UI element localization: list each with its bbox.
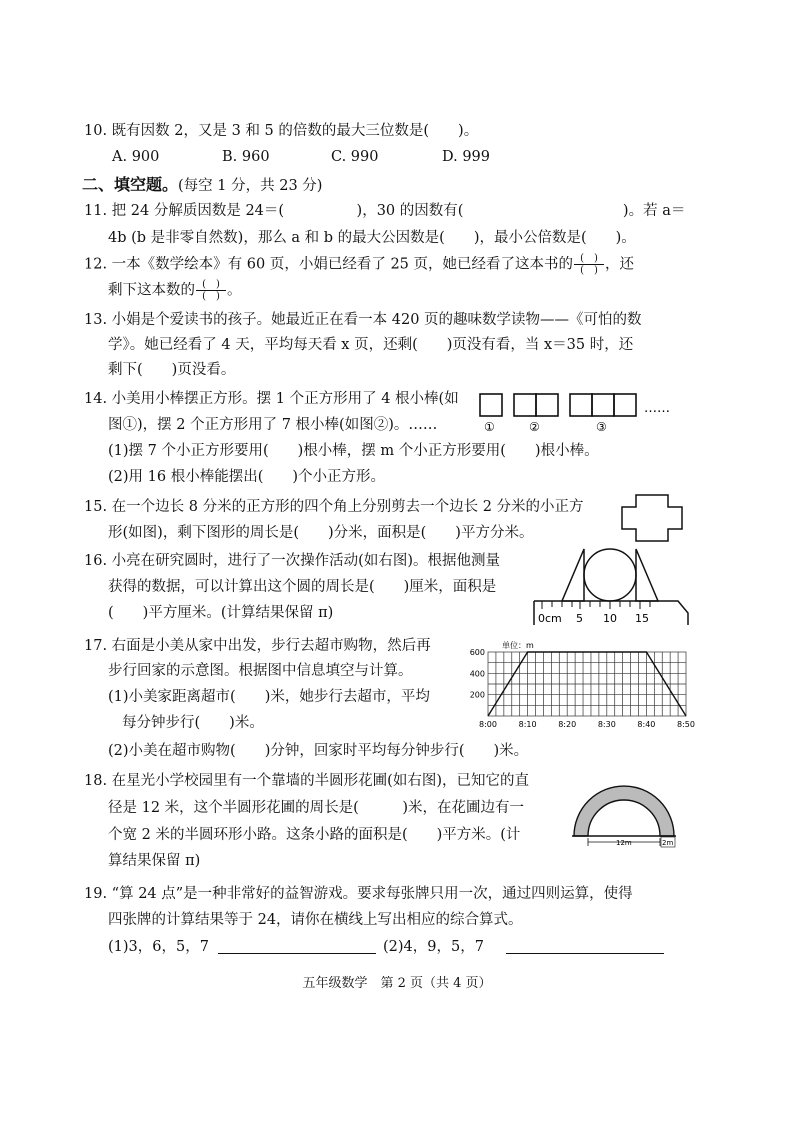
dim-path: 2m <box>662 839 674 847</box>
chart-x-tick: 8:50 <box>677 720 695 729</box>
q16-line3: ( )平方厘米。(计算结果保留 π) <box>108 605 334 621</box>
q10-stem: 10. 既有因数 2，又是 3 和 5 的倍数的最大三位数是( )。 <box>84 123 479 139</box>
q17-distance-chart <box>462 636 695 732</box>
q12-text-d: 。 <box>227 282 242 299</box>
q17-line4: 每分钟步行( )米。 <box>122 715 264 731</box>
chart-title: 单位：m <box>502 641 534 650</box>
q14-line3: (1)摆 7 个小正方形要用( )根小棒，摆 m 个小正方形要用( )根小棒。 <box>108 443 599 459</box>
q19-answer-line-2[interactable] <box>506 953 664 954</box>
chart-y-ticks <box>470 648 485 700</box>
ruler-label-15: 15 <box>635 612 649 625</box>
chart-grid <box>488 652 686 716</box>
q12-fraction-1[interactable] <box>574 254 604 275</box>
q15-cross-figure <box>620 493 684 543</box>
q17-line1: 17. 右面是小美从家中出发，步行去超市购物，然后再 <box>84 638 431 654</box>
q16-line2: 获得的数据，可以计算出这个圆的周长是( )厘米，面积是 <box>108 579 497 595</box>
q17-line3: (1)小美家距离超市( )米，她步行去超市，平均 <box>108 689 430 705</box>
q18-line3: 个宽 2 米的半圆环形小路。这条小路的面积是( )平方米。(计 <box>108 827 521 843</box>
q19-part2: (2)4，9，5，7 <box>383 939 484 955</box>
chart-x-tick: 8:40 <box>637 720 656 729</box>
q16-line1: 16. 小亮在研究圆时，进行了一次操作活动(如右图)。根据他测量 <box>84 553 500 569</box>
q18-semicircle-figure <box>570 776 680 848</box>
q14-line1: 14. 小美用小棒摆正方形。摆 1 个正方形用了 4 根小棒(如 <box>84 391 459 407</box>
q10-option-d[interactable]: D. 999 <box>442 149 491 165</box>
q18-line1: 18. 在星光小学校园里有一个靠墙的半圆形花圃(如右图)，已知它的直 <box>84 773 529 789</box>
q12-line2 <box>108 280 242 301</box>
fig-label-2: ② <box>529 420 540 434</box>
q14-squares-figure <box>474 386 694 436</box>
chart-x-tick: 8:20 <box>558 720 577 729</box>
fig-label-3: ③ <box>596 420 607 434</box>
q15-line1: 15. 在一个边长 8 分米的正方形的四个角上分别剪去一个边长 2 分米的小正方 <box>84 499 584 515</box>
q12-text-b: ，还 <box>605 256 635 273</box>
q11-line2: 4b (b 是非零自然数)，那么 a 和 b 的最大公因数是( )，最小公倍数是( )。 <box>108 230 636 246</box>
chart-y-tick: 400 <box>469 669 485 679</box>
q13-line1: 13. 小娟是个爱读书的孩子。她最近正在看一本 420 页的趣味数学读物——《可怕的数 <box>84 312 642 328</box>
chart-x-tick: 8:30 <box>597 720 616 729</box>
fig-dots: …… <box>644 401 670 416</box>
q17-line2: 步行回家的示意图。根据图中信息填空与计算。 <box>108 663 413 679</box>
q19-answer-line-1[interactable] <box>218 953 376 954</box>
chart-y-tick: 200 <box>469 690 485 700</box>
section-note: (每空 1 分，共 23 分) <box>178 178 323 194</box>
q17-line5: (2)小美在超市购物( )分钟，回家时平均每分钟步行( )米。 <box>108 743 529 759</box>
q18-line2: 径是 12 米，这个半圆形花圃的周长是( )米，在花圃边有一 <box>108 800 524 816</box>
q19-line2: 四张牌的计算结果等于 24，请你在横线上写出相应的综合算式。 <box>108 912 523 928</box>
q12-frac1-num: ( ) <box>580 253 598 264</box>
q14-line4: (2)用 16 根小棒能摆出( )个小正方形。 <box>108 469 386 485</box>
q12-frac2-num: ( ) <box>202 279 220 290</box>
q12-text-a: 12. 一本《数学绘本》有 60 页，小娟已经看了 25 页，她已经看了这本书的 <box>84 256 574 273</box>
q12-text-c: 剩下这本数的 <box>108 282 195 299</box>
chart-x-ticks <box>479 720 695 729</box>
ruler-label-0: 0cm <box>538 612 562 625</box>
q18-line4: 算结果保留 π) <box>108 853 201 869</box>
q11-line1: 11. 把 24 分解质因数是 24＝( )，30 的因数有( )。若 a＝ <box>84 203 686 219</box>
q16-ruler-figure <box>532 545 692 627</box>
section-title: 二、填空题。 <box>82 175 179 194</box>
ruler-label-10: 10 <box>603 612 617 625</box>
q10-option-c[interactable]: C. 990 <box>331 149 379 165</box>
q13-line2: 学》。她已经看了 4 天，平均每天看 x 页，还剩( )页没有看，当 x＝35 时，还 <box>108 337 634 353</box>
q13-line3: 剩下( )页没看。 <box>108 362 236 378</box>
dim-inner: 12m <box>616 839 632 847</box>
ruler-label-5: 5 <box>576 612 583 625</box>
chart-x-tick: 8:10 <box>518 720 537 729</box>
fig-label-1: ① <box>484 420 495 434</box>
chart-y-tick: 600 <box>469 648 485 657</box>
section-heading <box>82 175 322 196</box>
q12-frac2-den: ( ) <box>202 291 220 302</box>
page-footer: 五年级数学 第 2 页（共 4 页） <box>302 976 492 991</box>
q15-line2: 形(如图)，剩下图形的周长是( )分米，面积是( )平方分米。 <box>108 525 534 541</box>
q12-frac1-den: ( ) <box>580 265 598 276</box>
q14-line2: 图①)，摆 2 个正方形用了 7 根小棒(如图②)。…… <box>108 417 438 433</box>
q10-option-a[interactable]: A. 900 <box>112 149 160 165</box>
q12-line1 <box>84 254 634 275</box>
q10-option-b[interactable]: B. 960 <box>222 149 270 165</box>
q12-fraction-2[interactable] <box>196 280 226 301</box>
q19-line1: 19. “算 24 点”是一种非常好的益智游戏。要求每张牌只用一次，通过四则运算，使得 <box>84 886 633 902</box>
chart-x-tick: 8:00 <box>479 720 497 729</box>
q19-part1: (1)3，6，5，7 <box>108 939 209 955</box>
